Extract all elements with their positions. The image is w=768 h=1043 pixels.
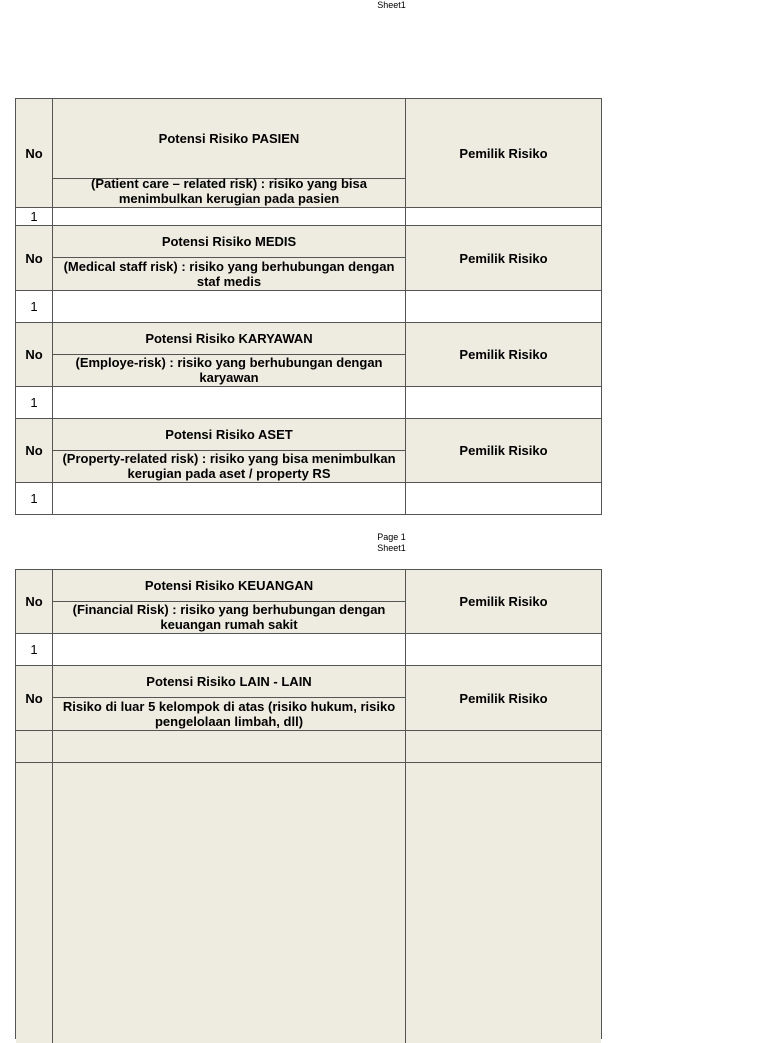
risk-cell[interactable]: [53, 483, 406, 514]
row-number: 1: [16, 387, 53, 418]
section-title-cell: [53, 570, 406, 633]
column-owner-label: Pemilik Risiko: [459, 145, 548, 161]
column-no-label: No: [16, 419, 53, 482]
row-number: 1: [16, 291, 53, 322]
risk-cell[interactable]: [53, 291, 406, 322]
row-number: [16, 731, 53, 762]
row-number: 1: [16, 634, 53, 665]
table-row: [16, 387, 601, 419]
section-header-pasien: [16, 99, 601, 208]
section-subtitle-text: Risiko di luar 5 kelompok di atas (risiko hukum, risiko pengelolaan limbah, dll): [62, 699, 396, 729]
section-title: [53, 323, 405, 355]
risk-cell[interactable]: [53, 208, 406, 225]
table-row: [16, 291, 601, 323]
column-no-label: No: [16, 99, 53, 207]
table-row: [16, 208, 601, 226]
section-title-text: Potensi Risiko KARYAWAN: [145, 331, 313, 346]
section-header-keuangan: [16, 570, 601, 634]
risk-cell[interactable]: [53, 731, 406, 762]
owner-cell[interactable]: [406, 763, 601, 1043]
owner-cell[interactable]: [406, 634, 601, 665]
owner-cell[interactable]: [406, 387, 601, 418]
section-subtitle-text: (Employe-risk) : risiko yang berhubungan dengan karyawan: [75, 355, 383, 385]
column-no-label: No: [16, 323, 53, 386]
table-row: [16, 763, 601, 1043]
table-row: [16, 731, 601, 763]
column-owner-label: Pemilik Risiko: [459, 443, 548, 458]
risk-table-page-1: [15, 98, 602, 515]
column-owner-label: Pemilik Risiko: [459, 594, 548, 609]
owner-cell[interactable]: [406, 291, 601, 322]
section-title-cell: [53, 323, 406, 386]
section-title-text: Potensi Risiko KEUANGAN: [144, 578, 314, 593]
section-subtitle: [53, 698, 405, 730]
sheet-name-header: Sheet1: [377, 0, 406, 10]
row-number: [16, 763, 53, 1043]
section-title: [53, 226, 405, 258]
column-no-label: No: [16, 666, 53, 730]
risk-cell[interactable]: [53, 763, 406, 1043]
risk-table-page-2: [15, 569, 602, 1039]
section-title: [53, 419, 405, 451]
risk-cell[interactable]: [53, 387, 406, 418]
section-subtitle: [53, 176, 405, 207]
section-subtitle-text: (Patient care – related risk) : risiko yang bisa menimbulkan kerugian pada pasien: [90, 176, 367, 206]
owner-cell[interactable]: [406, 483, 601, 514]
section-title: [53, 570, 405, 602]
section-title-text: Potensi Risiko ASET: [165, 427, 293, 442]
column-no-label: No: [16, 226, 53, 290]
section-title-text: Potensi Risiko LAIN - LAIN: [146, 674, 312, 689]
column-owner-label: Pemilik Risiko: [459, 250, 548, 266]
section-title-cell: [53, 419, 406, 482]
row-number: 1: [16, 208, 53, 225]
section-title-text: Potensi Risiko PASIEN: [158, 131, 300, 146]
page-number-footer: Page 1: [377, 532, 406, 542]
section-subtitle: [53, 258, 405, 290]
row-number: 1: [16, 483, 53, 514]
section-subtitle-text: (Medical staff risk) : risiko yang berhubungan dengan staf medis: [63, 259, 395, 289]
section-header-aset: [16, 419, 601, 483]
section-title-cell: [53, 226, 406, 290]
column-owner-label: Pemilik Risiko: [459, 347, 548, 362]
section-subtitle-text: (Property-related risk) : risiko yang bisa menimbulkan kerugian pada aset / property RS: [62, 451, 396, 481]
section-title: [53, 99, 405, 179]
column-no-label: No: [16, 570, 53, 633]
section-header-lain-lain: [16, 666, 601, 731]
table-row: [16, 634, 601, 666]
owner-cell[interactable]: [406, 208, 601, 225]
owner-cell[interactable]: [406, 731, 601, 762]
section-subtitle-text: (Financial Risk) : risiko yang berhubungan dengan keuangan rumah sakit: [72, 602, 386, 632]
section-subtitle: [53, 602, 405, 633]
column-owner-label: Pemilik Risiko: [459, 690, 548, 706]
section-header-medis: [16, 226, 601, 291]
table-row: [16, 483, 601, 514]
section-title: [53, 666, 405, 698]
section-subtitle: [53, 355, 405, 386]
sheet-name-header: Sheet1: [377, 543, 406, 553]
risk-cell[interactable]: [53, 634, 406, 665]
section-title-cell: [53, 666, 406, 730]
section-title-cell: [53, 99, 406, 207]
section-title-text: Potensi Risiko MEDIS: [161, 234, 297, 249]
section-header-karyawan: [16, 323, 601, 387]
section-subtitle: [53, 451, 405, 482]
